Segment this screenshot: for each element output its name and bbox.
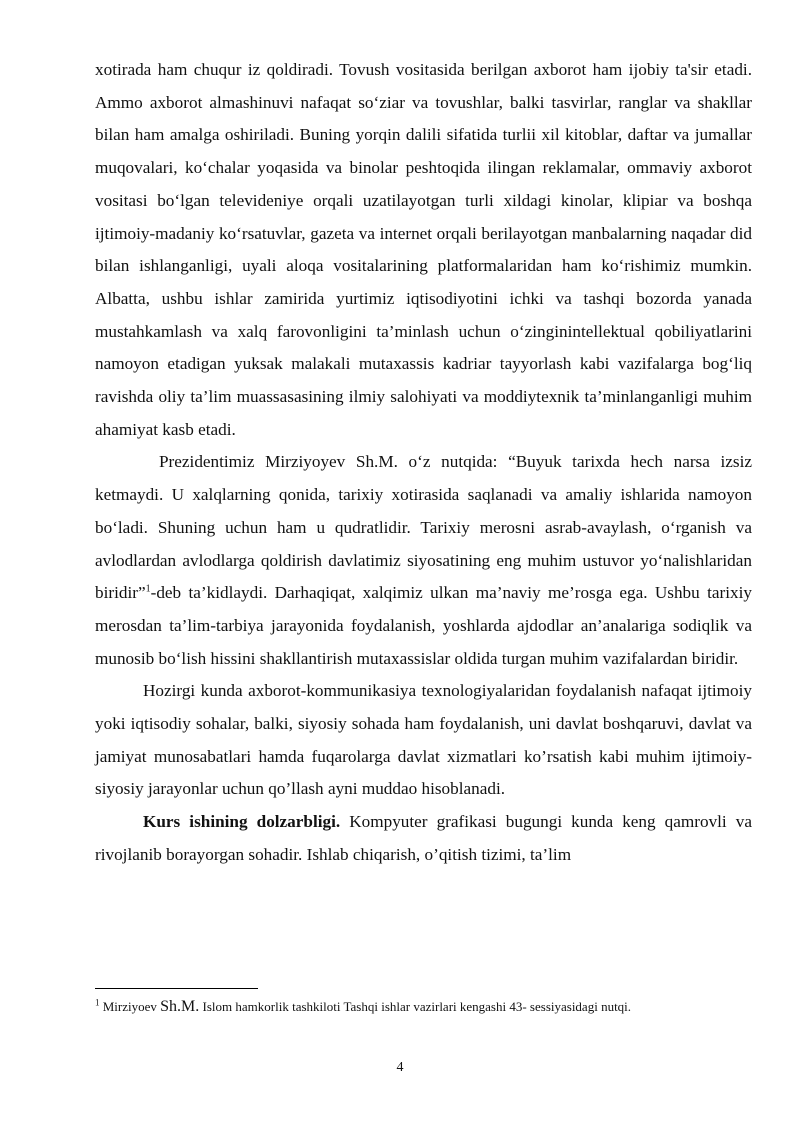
footnote-reference[interactable]: 1 — [145, 583, 151, 595]
section-heading: Kurs ishining dolzarbligi. — [143, 812, 341, 832]
footnote-author-initials: Sh.M. — [160, 998, 200, 1015]
paragraph-2-continuation: -deb ta’kidlaydi. Darhaqiqat, xalqimiz ulkan ma’naviy me’rosga ega. Ushbu tarixiy merosdan ta’lim-tarbiya jarayonida foydalanish, yoshlarda ajdodlar an’analariga sodiqlik va munosib bo‘lish hissini shakllantirish mutaxassislar oldida turgan muhim vazifalardan biridir. — [95, 583, 752, 668]
footnote — [95, 996, 735, 1017]
paragraph-4 — [95, 806, 752, 871]
footnote-number: 1 — [95, 997, 100, 1008]
page-number: 4 — [396, 1060, 404, 1075]
footnote-text: Islom hamkorlik tashkiloti Tashqi ishlar vazirlari kengashi 43- sessiyasidagi nutqi. — [199, 999, 632, 1014]
body-text — [95, 54, 752, 872]
paragraph-2 — [95, 446, 752, 675]
footnote-author-prefix: Mirziyoev — [99, 999, 161, 1014]
paragraph-2-text: Prezidentimiz Mirziyoyev Sh.M. o‘z nutqida: “Buyuk tarixda hech narsa izsiz ketmaydi. U xalqlarning qonida, tarixiy xotirasida saqlanadi va amaliy ishlarida namoyon bo‘ladi. Shuning uchun ham u qudratlidir. Tarixiy merosni asrab-avaylash, o‘rganish va avlodlardan avlodlarga qoldirish davlatimiz siyosatining eng muhim ustuvor yo‘nalishlaridan biridir” — [95, 452, 752, 603]
paragraph-4-text: Kompyuter grafikasi bugungi kunda keng qamrovli va rivojlanib borayorgan sohadir. Ishlab chiqarish, o’qitish tizimi, ta’lim — [95, 812, 752, 864]
paragraph-3: Hozirgi kunda axborot-kommunikasiya texnologiyalaridan foydalanish nafaqat ijtimoiy yoki iqtisodiy sohalar, balki, siyosiy sohada ham foydalanish, uni davlat boshqaruvi, davlat va jamiyat munosabatlari hamda fuqarolarga davlat xizmatlari ko’rsatish kabi muhim ijtimoiy-siyosiy jarayonlar uchun qo’llash ayni muddao hisoblanadi. — [95, 681, 752, 799]
footnote-separator — [95, 988, 258, 989]
paragraph-1: xotirada ham chuqur iz qoldiradi. Tovush vositasida berilgan axborot ham ijobiy ta'sir etadi. Ammo axborot almashinuvi nafaqat so‘ziar va tovushlar, balki tasvirlar, ranglar va shakllar bilan ham amalga oshiriladi. Buning yorqin dalili sifatida turlii xil kitoblar, daftar va jumallar muqovalari, ko‘chalar yoqasida va binolar peshtoqida ilingan reklamalar, ommaviy axborot vositasi bo‘lgan televideniye orqali uzatilayotgan turli xildagi kinolar, klipiar va boshqa ijtimoiy-madaniy ko‘rsatuvlar, gazeta va internet orqali berilayotgan manbalarning naqadar did bilan ishlanganligi, uyali aloqa vositalarining platformalaridan ham ko‘rishimiz mumkin. Albatta, ushbu ishlar zamirida yurtimiz iqtisodiyotini ichki va tashqi bozorda yanada mustahkamlash va xalq farovonligini ta’minlash uchun o‘zinginintellektual qobiliyatlarini namoyon etadigan yuksak malakali mutaxassis kadriar tayyorlash kabi vazifalarga bog‘liq ravishda oliy ta’lim muassasasining ilmiy salohiyati va moddiytexnik ta’minlanganligi muhim ahamiyat kasb etadi. — [95, 60, 752, 439]
